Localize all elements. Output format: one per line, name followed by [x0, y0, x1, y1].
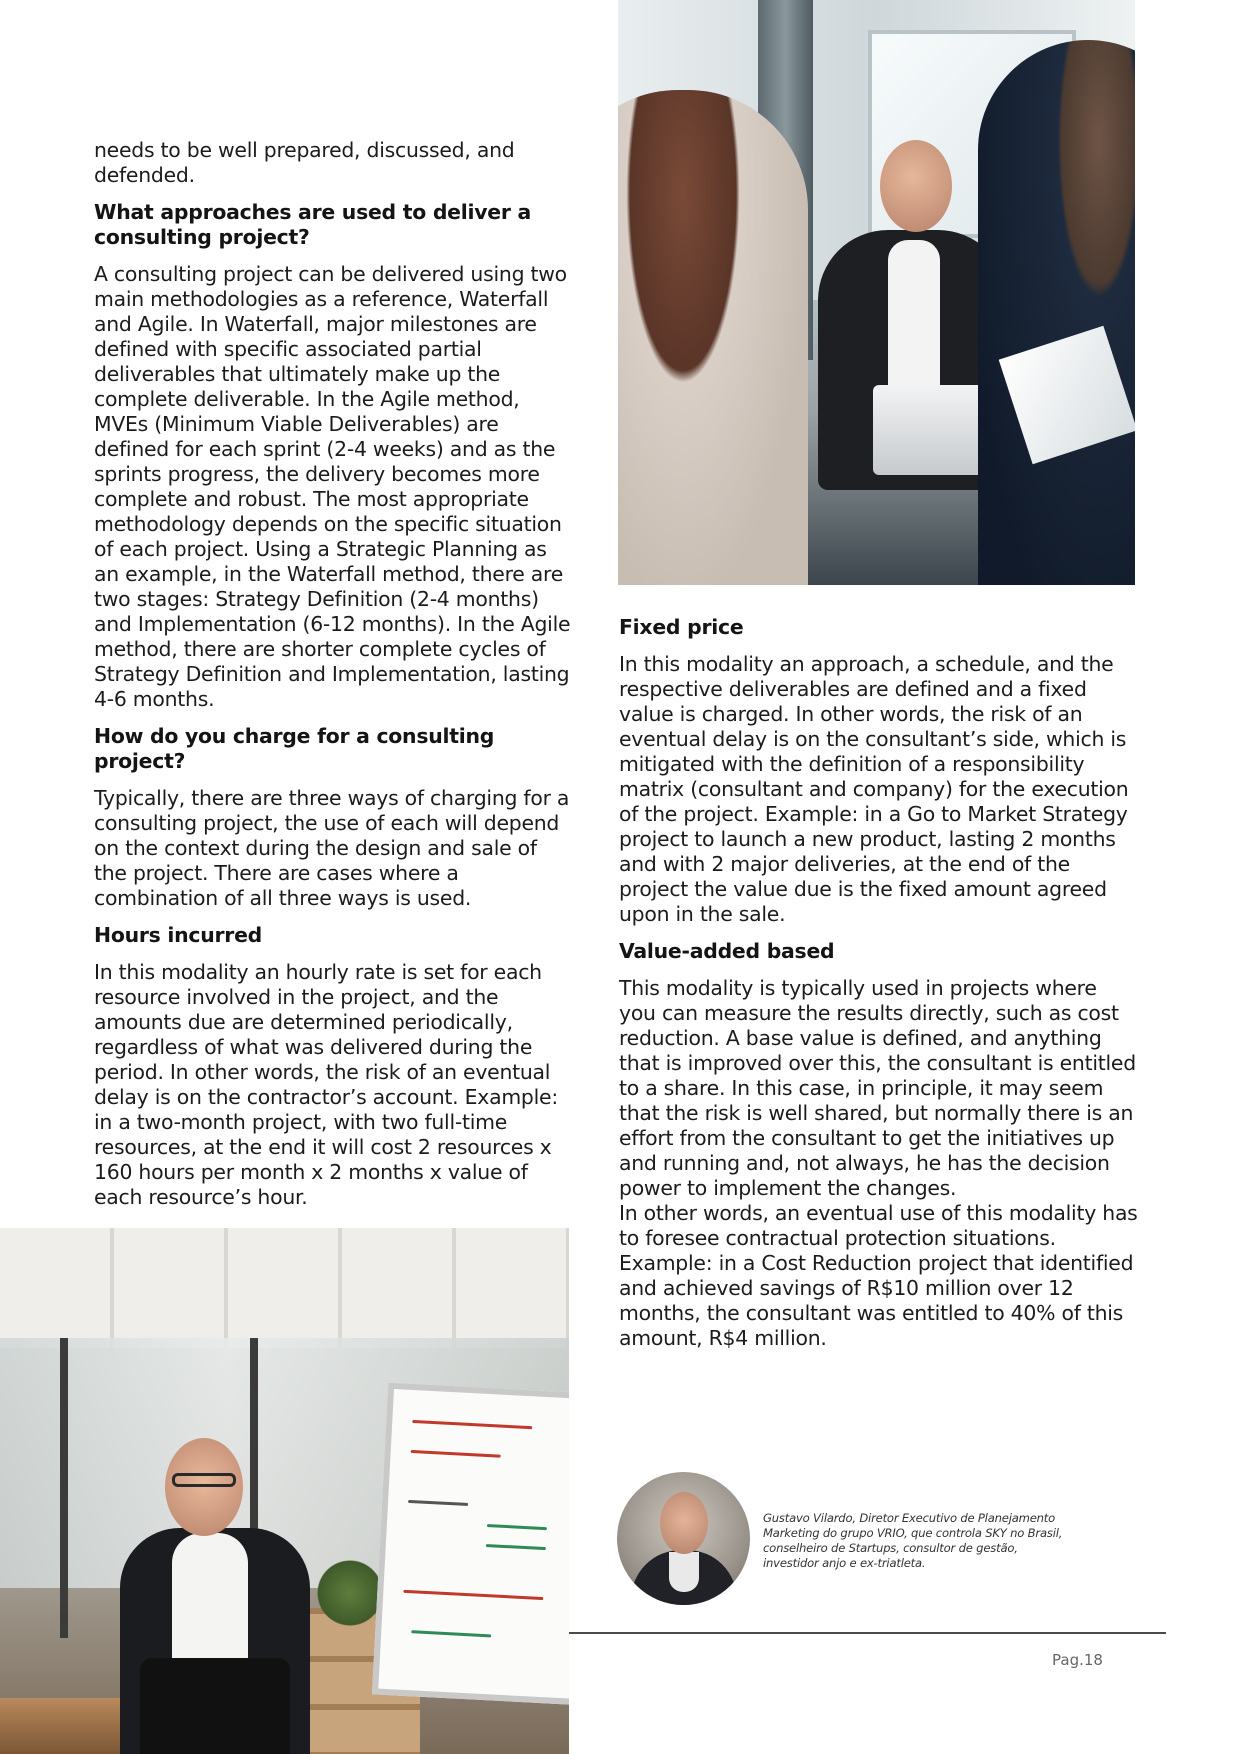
paragraph-charge: Typically, there are three ways of charging for a consulting project, the use of each will depend on the context during the design and sale of the project. There are cases where a combination of all three ways is used.	[94, 786, 570, 910]
paragraph-value-added-1: This modality is typically used in projects where you can measure the results directly, such as cost reduction. A base value is defined, and anything that is improved over this, the consultant is entitled to a share. In this case, in principle, it may seem that the risk is well shared, but normally there is an effort from the consultant to get the initiatives up and running and, not always, he has the decision power to implement the changes.	[619, 976, 1136, 1200]
left-column	[94, 138, 572, 1222]
heading-approaches: What approaches are used to deliver a consulting project?	[94, 200, 532, 249]
intro-fragment: needs to be well prepared, discussed, and defended.	[94, 138, 515, 187]
author-avatar	[617, 1472, 750, 1605]
heading-value-added: Value-added based	[619, 939, 835, 963]
author-bio: Gustavo Vilardo, Diretor Executivo de Planejamento Marketing do grupo VRIO, que controla SKY no Brasil, conselheiro de Startups, consultor de gestão, investidor anjo e ex-triatleta.	[763, 1511, 1063, 1570]
paragraph-approaches: A consulting project can be delivered using two main methodologies as a reference, Waterfall and Agile. In Waterfall, major milestones are defined with specific associated partial deliverables that ultimately make up the complete deliverable. In the Agile method, MVEs (Minimum Viable Deliverables) are defined for each sprint (2-4 weeks) and as the sprints progress, the delivery becomes more complete and robust. The most appropriate methodology depends on the specific situation of each project. Using a Strategic Planning as an example, in the Waterfall method, there are two stages: Strategy Definition (2-4 months) and Implementation (6-12 months). In the Agile method, there are shorter complete cycles of Strategy Definition and Implementation, lasting 4-6 months.	[94, 262, 571, 711]
heading-hours-incurred: Hours incurred	[94, 923, 263, 947]
paragraph-hours-incurred: In this modality an hourly rate is set for each resource involved in the project, and the amounts due are determined periodically, regardless of what was delivered during the period. In other words, the risk of an eventual delay is on the contractor’s account. Example: in a two-month project, with two full-time resources, at the end it will cost 2 resources x 160 hours per month x 2 months x value of each resource’s hour.	[94, 960, 558, 1209]
meeting-photo	[618, 0, 1135, 585]
paragraph-fixed-price: In this modality an approach, a schedule, and the respective deliverables are defined and a fixed value is charged. In other words, the risk of an eventual delay is on the consultant’s side, which is mitigated with the definition of a responsibility matrix (consultant and company) for the execution of the project. Example: in a Go to Market Strategy project to launch a new product, lasting 2 months and with 2 major deliveries, at the end of the project the value due is the fixed amount agreed upon in the sale.	[619, 652, 1129, 926]
paragraph-value-added-2: In other words, an eventual use of this modality has to foresee contractual protection situations. Example: in a Cost Reduction project that identified and achieved savings of R$10 million over 12 months, the consultant was entitled to 40% of this amount, R$4 million.	[619, 1201, 1138, 1350]
heading-charge: How do you charge for a consulting project?	[94, 724, 495, 773]
page-number: Pag.18	[1052, 1651, 1103, 1669]
right-column	[619, 615, 1139, 1363]
presenter-photo	[0, 1228, 569, 1754]
heading-fixed-price: Fixed price	[619, 615, 744, 639]
footer-divider	[569, 1632, 1166, 1634]
